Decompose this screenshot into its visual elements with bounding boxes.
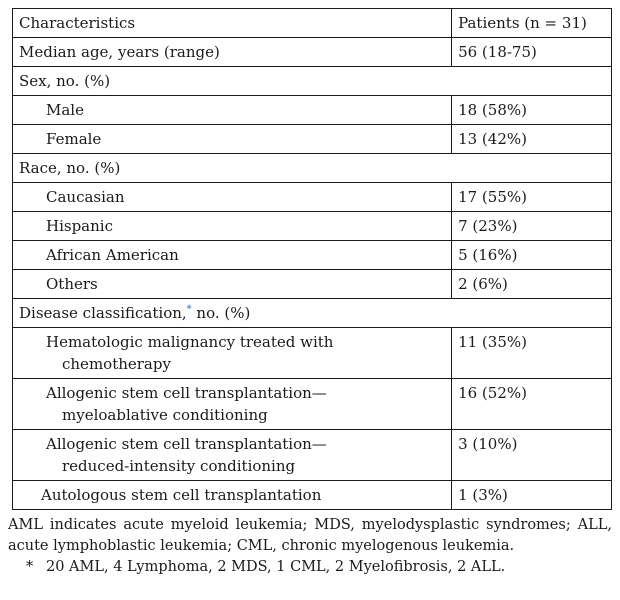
heme-label bbox=[13, 328, 452, 379]
table-row bbox=[13, 430, 612, 481]
header-patients: Patients (n = 31) bbox=[452, 9, 612, 38]
sex-section-label: Sex, no. (%) bbox=[13, 67, 612, 96]
allo-ric-value: 3 (10%) bbox=[452, 430, 612, 481]
race-section-label: Race, no. (%) bbox=[13, 154, 612, 183]
allo-mac-value: 16 (52%) bbox=[452, 379, 612, 430]
caucasian-value: 17 (55%) bbox=[452, 183, 612, 212]
table-section-row bbox=[13, 299, 612, 328]
african-american-label: African American bbox=[13, 241, 452, 270]
disease-label-text: Disease classification, bbox=[19, 304, 187, 322]
table-row bbox=[13, 38, 612, 67]
others-label: Others bbox=[13, 270, 452, 299]
female-value: 13 (42%) bbox=[452, 125, 612, 154]
footnote-marker: * bbox=[26, 559, 34, 575]
table-row bbox=[13, 96, 612, 125]
hispanic-value: 7 (23%) bbox=[452, 212, 612, 241]
footnote-text: 20 AML, 4 Lymphoma, 2 MDS, 1 CML, 2 Myelofibrosis, 2 ALL. bbox=[46, 559, 506, 575]
male-label: Male bbox=[13, 96, 452, 125]
abbreviations-note: AML indicates acute myeloid leukemia; MDS, myelodysplastic syndromes; ALL, acute lymphoblastic leukemia; CML, chronic myelogenous leukemia. bbox=[8, 517, 612, 554]
median-age-value: 56 (18-75) bbox=[452, 38, 612, 67]
heme-label-line2: chemotherapy bbox=[62, 355, 171, 373]
allo-mac-label-line1: Allogenic stem cell transplantation— bbox=[46, 384, 327, 402]
caucasian-label: Caucasian bbox=[13, 183, 452, 212]
heme-value: 11 (35%) bbox=[452, 328, 612, 379]
allo-ric-label bbox=[13, 430, 452, 481]
table-header-row bbox=[13, 9, 612, 38]
table-notes bbox=[8, 515, 612, 578]
footnote-marker-link[interactable]: * bbox=[186, 304, 192, 315]
table-section-row bbox=[13, 67, 612, 96]
table-row bbox=[13, 125, 612, 154]
table-row bbox=[13, 241, 612, 270]
heme-label-line1: Hematologic malignancy treated with bbox=[46, 333, 334, 351]
table-row bbox=[13, 481, 612, 510]
table-row bbox=[13, 183, 612, 212]
allo-mac-label bbox=[13, 379, 452, 430]
allo-mac-label-line2: myeloablative conditioning bbox=[62, 406, 268, 424]
auto-value: 1 (3%) bbox=[452, 481, 612, 510]
male-value: 18 (58%) bbox=[452, 96, 612, 125]
allo-ric-label-line1: Allogenic stem cell transplantation— bbox=[46, 435, 327, 453]
footnote bbox=[8, 557, 612, 578]
african-american-value: 5 (16%) bbox=[452, 241, 612, 270]
hispanic-label: Hispanic bbox=[13, 212, 452, 241]
female-label: Female bbox=[13, 125, 452, 154]
table-row bbox=[13, 379, 612, 430]
header-characteristics: Characteristics bbox=[13, 9, 452, 38]
table-section-row bbox=[13, 154, 612, 183]
disease-label-suffix: no. (%) bbox=[191, 304, 251, 322]
disease-section-label bbox=[13, 299, 612, 328]
table-row bbox=[13, 328, 612, 379]
others-value: 2 (6%) bbox=[452, 270, 612, 299]
table-row bbox=[13, 212, 612, 241]
patient-characteristics-table bbox=[12, 8, 612, 510]
allo-ric-label-line2: reduced-intensity conditioning bbox=[62, 457, 296, 475]
table-row bbox=[13, 270, 612, 299]
auto-label: Autologous stem cell transplantation bbox=[13, 481, 452, 510]
median-age-label: Median age, years (range) bbox=[13, 38, 452, 67]
